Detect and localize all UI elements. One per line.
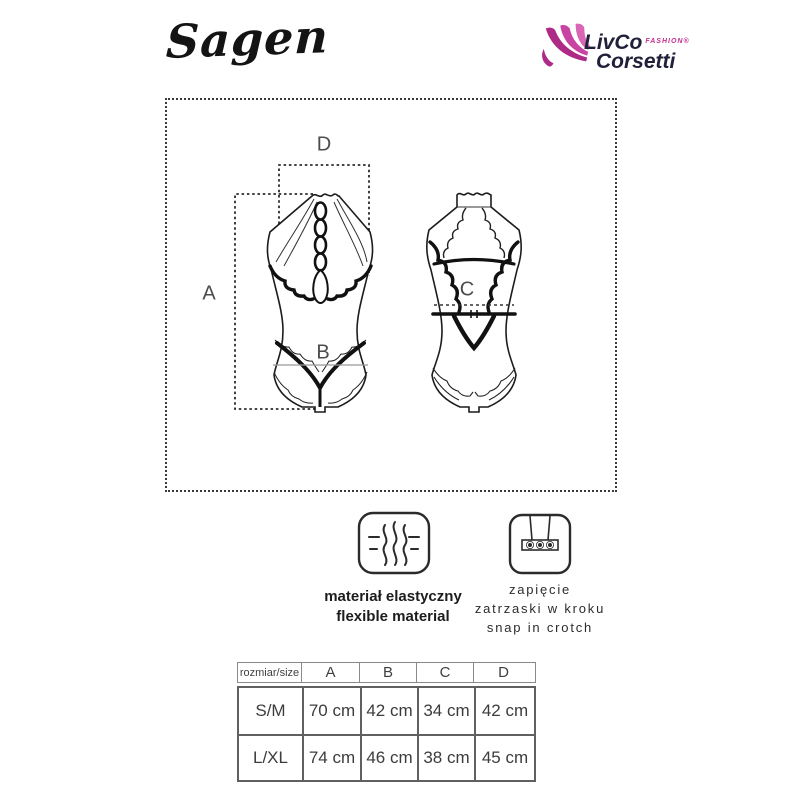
dimension-label-a: A xyxy=(202,282,216,305)
header-cell-a: A xyxy=(301,663,359,682)
caption-line: snap in crotch xyxy=(486,620,594,635)
table-row-sm-size: S/M xyxy=(255,701,286,720)
table-row-lxl-a: 74 cm xyxy=(302,734,360,780)
caption-line: zapięcie xyxy=(508,582,572,597)
header-cell-size: rozmiar/size xyxy=(239,666,300,679)
table-row-lxl-b: 46 cm xyxy=(360,734,417,780)
header-cell-b: B xyxy=(359,663,416,682)
garment-drawing xyxy=(167,100,615,490)
dimension-label-b: B xyxy=(316,341,330,364)
front-view-drawing xyxy=(267,194,372,412)
logo-fashion: FASHION® xyxy=(645,38,690,45)
table-row-lxl-d: 45 cm xyxy=(474,734,534,780)
size-table xyxy=(237,662,536,782)
size-table-header xyxy=(237,662,536,683)
table-row-sm-b: 42 cm xyxy=(360,688,417,734)
snap-crotch-icon xyxy=(508,513,572,575)
product-title: Sagen xyxy=(165,9,330,69)
caption-line: zatrzaski w kroku xyxy=(474,601,606,616)
elastic-material-icon xyxy=(357,511,431,576)
snap-crotch-caption xyxy=(444,580,636,637)
caption-line: materiał elastyczny xyxy=(324,588,462,605)
dimension-label-d: D xyxy=(316,133,332,156)
logo-text xyxy=(584,32,690,71)
size-table-body xyxy=(237,686,536,782)
size-diagram-frame xyxy=(165,98,617,492)
brand-logo xyxy=(540,18,700,76)
back-view-drawing xyxy=(427,193,521,412)
table-row-sm-a: 70 cm xyxy=(302,688,360,734)
table-row-lxl-size: L/XL xyxy=(239,734,302,780)
header-cell-c: C xyxy=(416,663,473,682)
caption-line: flexible material xyxy=(336,608,450,625)
table-row-lxl-c: 38 cm xyxy=(417,734,474,780)
logo-corsetti: Corsetti xyxy=(596,50,676,73)
table-row-sm-d: 42 cm xyxy=(474,688,534,734)
logo-livco: LivCo xyxy=(584,31,643,54)
table-row-sm-c: 34 cm xyxy=(417,688,474,734)
header-cell-d: D xyxy=(473,663,533,682)
dimension-label-c: C xyxy=(459,278,475,301)
